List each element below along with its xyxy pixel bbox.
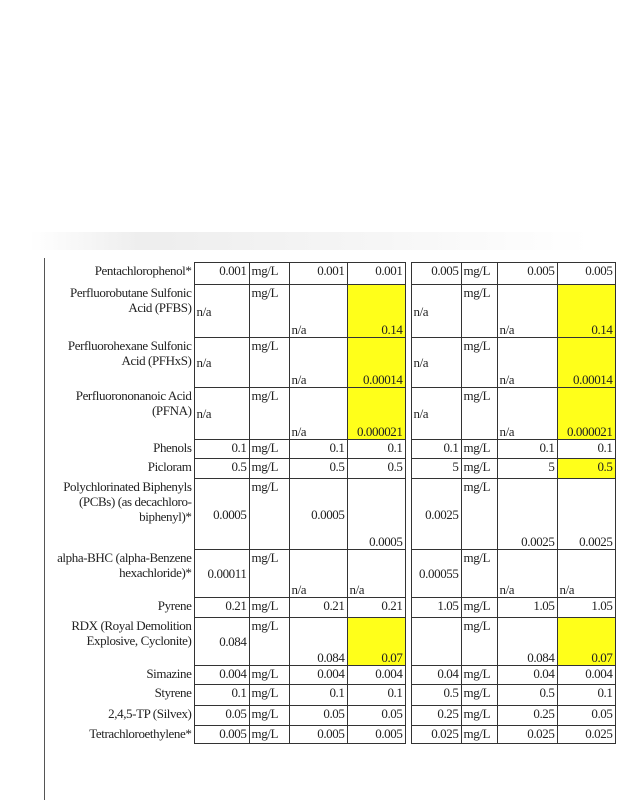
- standard-value: 0.5: [347, 459, 405, 479]
- table-row: [52, 618, 615, 666]
- standard-value: 0.25: [411, 706, 461, 726]
- standard-value: n/a: [497, 388, 557, 440]
- analyte-name-line: Perfluorononanoic Acid: [75, 387, 192, 403]
- standard-value: 0.07: [347, 618, 405, 666]
- standard-value: 0.005: [411, 263, 461, 285]
- analyte-name: [52, 459, 194, 479]
- standard-value: 0.005: [497, 263, 557, 285]
- standard-value: n/a: [497, 550, 557, 598]
- analyte-name-line: Tetrachloroethylene*: [89, 725, 192, 741]
- analyte-name: [52, 388, 194, 440]
- unit: mg/L: [249, 706, 289, 726]
- analyte-name: [52, 263, 194, 285]
- unit: mg/L: [249, 338, 289, 388]
- standard-value: n/a: [347, 550, 405, 598]
- unit: mg/L: [461, 479, 497, 550]
- standard-value: 0.0025: [411, 479, 461, 550]
- unit: mg/L: [249, 285, 289, 338]
- analyte-name: [52, 618, 194, 666]
- analyte-name-line: Phenols: [153, 439, 192, 455]
- standard-value: 0.00014: [347, 338, 405, 388]
- unit: mg/L: [249, 618, 289, 666]
- standard-value: [411, 618, 461, 666]
- standard-value: n/a: [411, 338, 461, 388]
- unit: mg/L: [249, 598, 289, 618]
- standard-value: 0.005: [194, 726, 249, 744]
- unit: mg/L: [249, 726, 289, 744]
- table-row: [52, 726, 615, 744]
- standard-value: 0.25: [497, 706, 557, 726]
- standard-value: 0.00011: [194, 550, 249, 598]
- standard-value: n/a: [497, 338, 557, 388]
- standard-value: 0.5: [194, 459, 249, 479]
- standard-value: 0.005: [347, 726, 405, 744]
- standard-value: 0.0025: [557, 479, 615, 550]
- table-row: [52, 550, 615, 598]
- unit: mg/L: [249, 479, 289, 550]
- analyte-name-line: 2,4,5-TP (Silvex): [108, 705, 192, 721]
- standard-value: 0.001: [289, 263, 347, 285]
- analyte-name: [52, 685, 194, 706]
- standard-value: 0.05: [289, 706, 347, 726]
- analyte-name-line: (PCBs) (as decachloro-: [79, 493, 192, 509]
- standard-value: 0.0005: [194, 479, 249, 550]
- standard-value: 0.05: [194, 706, 249, 726]
- standard-value: n/a: [194, 388, 249, 440]
- table-row: [52, 459, 615, 479]
- standard-value: 0.084: [289, 618, 347, 666]
- standard-value: 0.05: [347, 706, 405, 726]
- unit: mg/L: [249, 685, 289, 706]
- analyte-name-line: Acid (PFHxS): [121, 352, 192, 368]
- standard-value: 0.000021: [557, 388, 615, 440]
- standard-value: 0.1: [557, 440, 615, 459]
- unit: mg/L: [461, 388, 497, 440]
- standard-value: n/a: [194, 285, 249, 338]
- analyte-name: [52, 479, 194, 550]
- analyte-name: [52, 440, 194, 459]
- standard-value: 0.1: [347, 440, 405, 459]
- standard-value: n/a: [497, 285, 557, 338]
- unit: mg/L: [461, 685, 497, 706]
- standard-value: 0.1: [289, 440, 347, 459]
- standard-value: n/a: [194, 338, 249, 388]
- analyte-name-line: alpha-BHC (alpha-Benzene: [57, 549, 192, 565]
- standard-value: 0.0005: [347, 479, 405, 550]
- standard-value: 0.14: [557, 285, 615, 338]
- standard-value: 0.000021: [347, 388, 405, 440]
- standard-value: 0.5: [289, 459, 347, 479]
- standard-value: 0.0005: [289, 479, 347, 550]
- standard-value: n/a: [289, 550, 347, 598]
- analyte-name: [52, 550, 194, 598]
- standard-value: 1.05: [411, 598, 461, 618]
- unit: mg/L: [461, 706, 497, 726]
- standard-value: 5: [411, 459, 461, 479]
- analyte-name-line: Perfluorobutane Sulfonic: [70, 284, 192, 300]
- standard-value: 0.004: [194, 666, 249, 685]
- standard-value: n/a: [289, 338, 347, 388]
- analyte-name: [52, 706, 194, 726]
- unit: mg/L: [461, 263, 497, 285]
- table-row: [52, 263, 615, 285]
- standard-value: 0.004: [289, 666, 347, 685]
- standard-value: 0.00055: [411, 550, 461, 598]
- standard-value: 0.21: [289, 598, 347, 618]
- standard-value: 0.5: [497, 685, 557, 706]
- standard-value: n/a: [289, 285, 347, 338]
- table-row: [52, 666, 615, 685]
- unit: mg/L: [461, 726, 497, 744]
- standard-value: 0.14: [347, 285, 405, 338]
- analyte-name: [52, 598, 194, 618]
- scan-smudge: [30, 232, 590, 250]
- analyte-name-line: Simazine: [146, 665, 192, 681]
- analyte-name: [52, 726, 194, 744]
- unit: mg/L: [461, 550, 497, 598]
- table-row: [52, 338, 615, 388]
- standard-value: 0.21: [194, 598, 249, 618]
- unit: mg/L: [249, 263, 289, 285]
- unit: mg/L: [249, 459, 289, 479]
- analyte-name-line: Acid (PFBS): [128, 299, 192, 315]
- standard-value: 0.5: [411, 685, 461, 706]
- standard-value: 0.04: [411, 666, 461, 685]
- standard-value: 0.1: [194, 440, 249, 459]
- left-margin-rule: [44, 258, 45, 800]
- analyte-name: [52, 338, 194, 388]
- standard-value: 0.1: [194, 685, 249, 706]
- standard-value: 1.05: [557, 598, 615, 618]
- unit: mg/L: [461, 459, 497, 479]
- standard-value: 0.0025: [497, 479, 557, 550]
- analyte-name: [52, 666, 194, 685]
- table-row: [52, 598, 615, 618]
- table-row: [52, 706, 615, 726]
- standard-value: 0.025: [497, 726, 557, 744]
- unit: mg/L: [461, 338, 497, 388]
- standard-value: 0.05: [557, 706, 615, 726]
- standard-value: 0.07: [557, 618, 615, 666]
- analyte-name-line: hexachloride)*: [119, 564, 192, 580]
- unit: mg/L: [249, 666, 289, 685]
- standard-value: 0.1: [289, 685, 347, 706]
- analyte-name-line: (PFNA): [152, 402, 192, 418]
- standard-value: 0.004: [347, 666, 405, 685]
- analyte-name-line: Perfluorohexane Sulfonic: [67, 337, 192, 353]
- table-row: [52, 685, 615, 706]
- unit: mg/L: [249, 388, 289, 440]
- standard-value: 0.001: [194, 263, 249, 285]
- standard-value: 0.1: [347, 685, 405, 706]
- unit: mg/L: [249, 550, 289, 598]
- standard-value: n/a: [557, 550, 615, 598]
- analyte-name-line: Styrene: [154, 684, 192, 700]
- unit: mg/L: [461, 598, 497, 618]
- standard-value: 0.005: [289, 726, 347, 744]
- contaminant-standards-table: [52, 262, 616, 744]
- standard-value: 0.001: [347, 263, 405, 285]
- standard-value: 0.084: [497, 618, 557, 666]
- analyte-name-line: Pyrene: [157, 597, 192, 613]
- unit: mg/L: [461, 285, 497, 338]
- standard-value: 0.1: [411, 440, 461, 459]
- analyte-name-line: Polychlorinated Biphenyls: [63, 478, 192, 494]
- analyte-name: [52, 285, 194, 338]
- standard-value: n/a: [289, 388, 347, 440]
- standard-value: 0.21: [347, 598, 405, 618]
- standard-value: n/a: [411, 285, 461, 338]
- unit: mg/L: [249, 440, 289, 459]
- standard-value: 0.005: [557, 263, 615, 285]
- analyte-name-line: RDX (Royal Demolition: [71, 617, 192, 633]
- standard-value: 0.5: [557, 459, 615, 479]
- standard-value: 0.00014: [557, 338, 615, 388]
- standard-value: 0.04: [497, 666, 557, 685]
- unit: mg/L: [461, 618, 497, 666]
- standard-value: 0.025: [411, 726, 461, 744]
- analyte-name-line: biphenyl)*: [139, 508, 192, 524]
- unit: mg/L: [461, 666, 497, 685]
- table-row: [52, 388, 615, 440]
- standard-value: 0.084: [194, 618, 249, 666]
- unit: mg/L: [461, 440, 497, 459]
- table-row: [52, 285, 615, 338]
- table-row: [52, 440, 615, 459]
- analyte-name-line: Pentachlorophenol*: [94, 262, 192, 278]
- analyte-name-line: Picloram: [147, 458, 192, 474]
- standard-value: 0.1: [497, 440, 557, 459]
- table-row: [52, 479, 615, 550]
- analyte-name-line: Explosive, Cyclonite): [86, 632, 192, 648]
- standard-value: 1.05: [497, 598, 557, 618]
- standard-value: 5: [497, 459, 557, 479]
- standard-value: n/a: [411, 388, 461, 440]
- standard-value: 0.004: [557, 666, 615, 685]
- standard-value: 0.025: [557, 726, 615, 744]
- standard-value: 0.1: [557, 685, 615, 706]
